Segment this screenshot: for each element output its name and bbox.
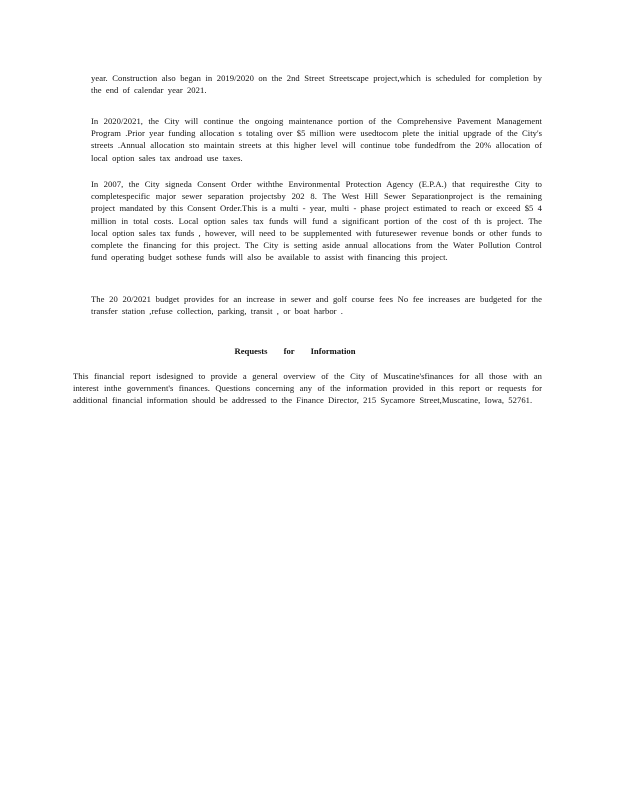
closing-paragraph: This financial report isdesigned to provide a general overview of the City of Muscatine'sfinances for all those with an interest inthe government's finances. Questions concerning any of the information provided in this report or requests for additional financial information should be addressed to the Finance Director, 215 Sycamore Street,Muscatine, Iowa, 52761. <box>73 371 542 406</box>
continuation-paragraph: year. Construction also began in 2019/2020 on the 2nd Street Streetscape project,which is scheduled for completion by the end of calendar year 2021. <box>91 73 542 96</box>
bullet-paragraph-pavement: In 2020/2021, the City will continue the ongoing maintenance portion of the Comprehensive Pavement Management Program .Prior year funding allocation s totaling over $5 million were usedtocom plete the initial upgrade of the City's streets .Annual allocation sto maintain streets at this higher level will continue tobe fundedfrom the 20% allocation of local option sales tax androad use taxes. <box>91 116 542 163</box>
section-heading: Requests for Information <box>234 346 356 356</box>
bullet-paragraph-sewer: In 2007, the City signeda Consent Order withthe Environmental Protection Agency (E.P.A.) that requiresthe City to completespecific major sewer separation projectsby 202 8. The West Hill Sewer Separationproject is the remaining project mandated by this Consent Order.This is a multi - year, multi - phase project estimated to reach or exceed $5 4 million in total costs. Local option sales tax funds will fund a significant portion of the cost of th is project. The local option sales tax funds , however, will need to be supplemented with futuresewer revenue bonds or other funds to complete the financing for this project. The City is setting aside annual allocations from the Water Pollution Control fund operating budget sothese funds will also be available to assist with financing this project. <box>91 179 542 263</box>
bullet-paragraph-budget: The 20 20/2021 budget provides for an increase in sewer and golf course fees No fee increases are budgeted for the transfer station ,refuse collection, parking, transit , or boat harbor . <box>91 294 542 317</box>
